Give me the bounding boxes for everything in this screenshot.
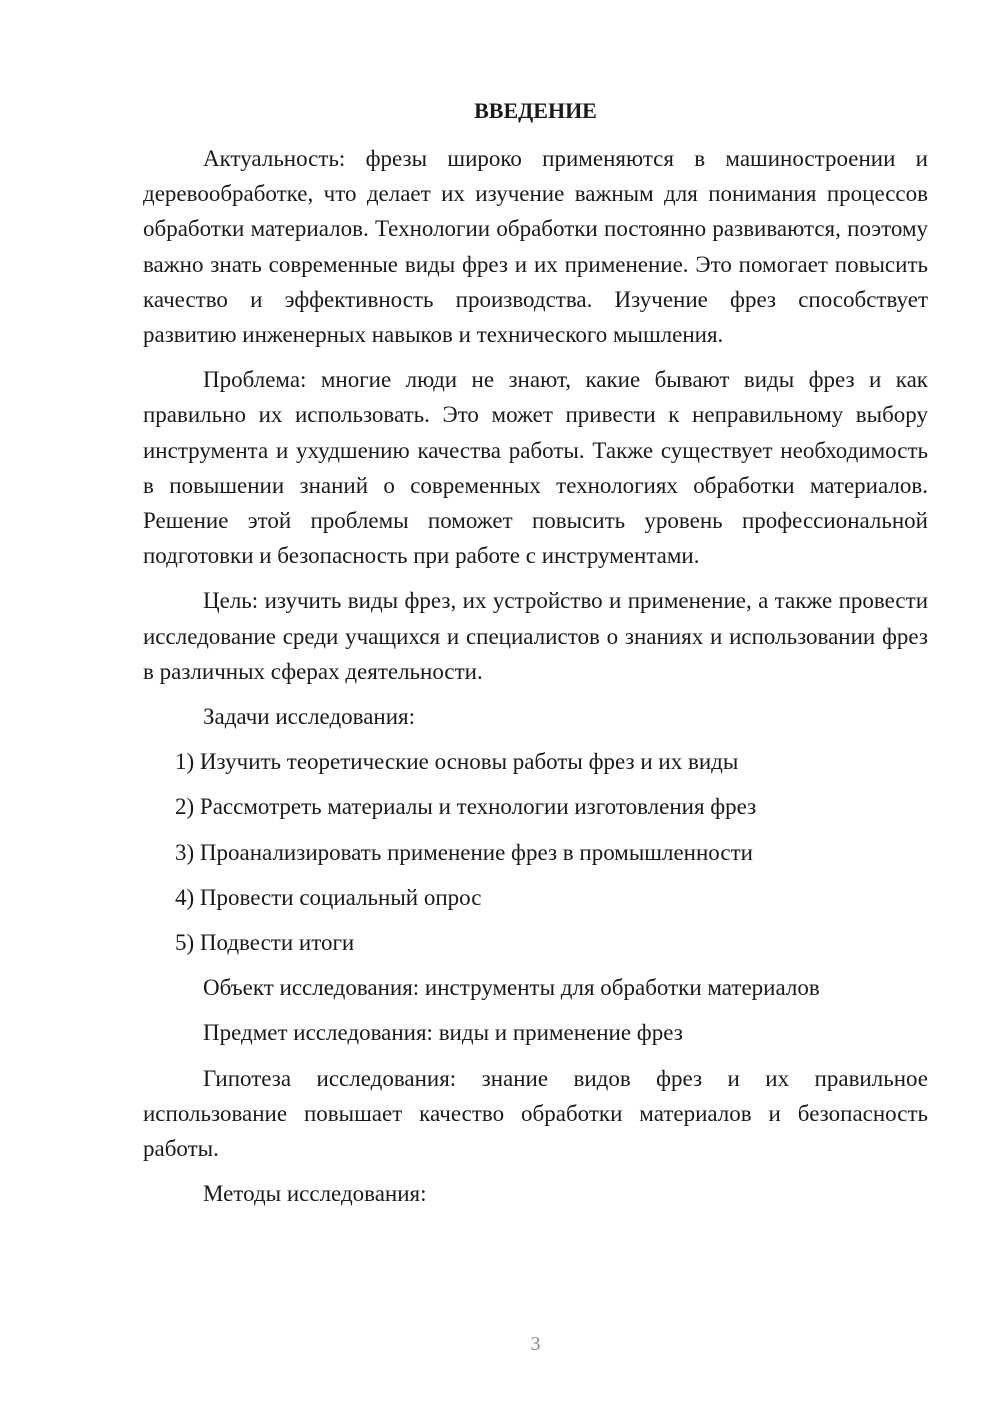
list-item: 5) Подвести итоги [175,930,355,956]
paragraph-problem: Проблема: многие люди не знают, какие бывают виды фрез и как правильно их использовать. Это может привести к неправильному выбору инструмента и ухудшению качества работы. Также существует необходимость в повышении знаний о современных технологиях обработки материалов. Решение этой проблемы поможет повысить уровень профессиональной подготовки и безопасность при работе с инструментами. [143,367,928,569]
paragraph-hypothesis: Гипотеза исследования: знание видов фрез и их правильное использование повышает качество обработки материалов и безопасность работы. [143,1065,928,1162]
list-item: 1) Изучить теоретические основы работы фрез и их виды [175,749,739,775]
list-item: 3) Проанализировать применение фрез в промышленности [175,839,753,865]
section-heading: ВВЕДЕНИЕ [474,98,597,123]
methods-title: Методы исследования: [203,1181,427,1207]
paragraph-relevance: Актуальность: фрезы широко применяются в машиностроении и деревообработке, что делает их изучение важным для понимания процессов обработки материалов. Технологии обработки постоянно развиваются, поэтому важно знать современные виды фрез и их применение. Это помогает повысить качество и эффективность производства. Изучение фрез способствует развитию инженерных навыков и технического мышления. [143,146,928,348]
tasks-title: Задачи исследования: [203,704,416,730]
paragraph-goal: Цель: изучить виды фрез, их устройство и применение, а также провести исследование среди учащихся и специалистов о знаниях и использовании фрез в различных сферах деятельности. [143,588,928,684]
page-number: 3 [530,1333,541,1355]
document-body [143,141,928,1221]
paragraph-subject: Предмет исследования: виды и применение фрез [203,1020,683,1046]
list-item: 4) Провести социальный опрос [175,884,482,910]
tasks-list [143,744,928,960]
list-item: 2) Рассмотреть материалы и технологии изготовления фрез [175,794,757,820]
paragraph-object: Объект исследования: инструменты для обработки материалов [203,975,820,1001]
document-page [143,0,928,1414]
